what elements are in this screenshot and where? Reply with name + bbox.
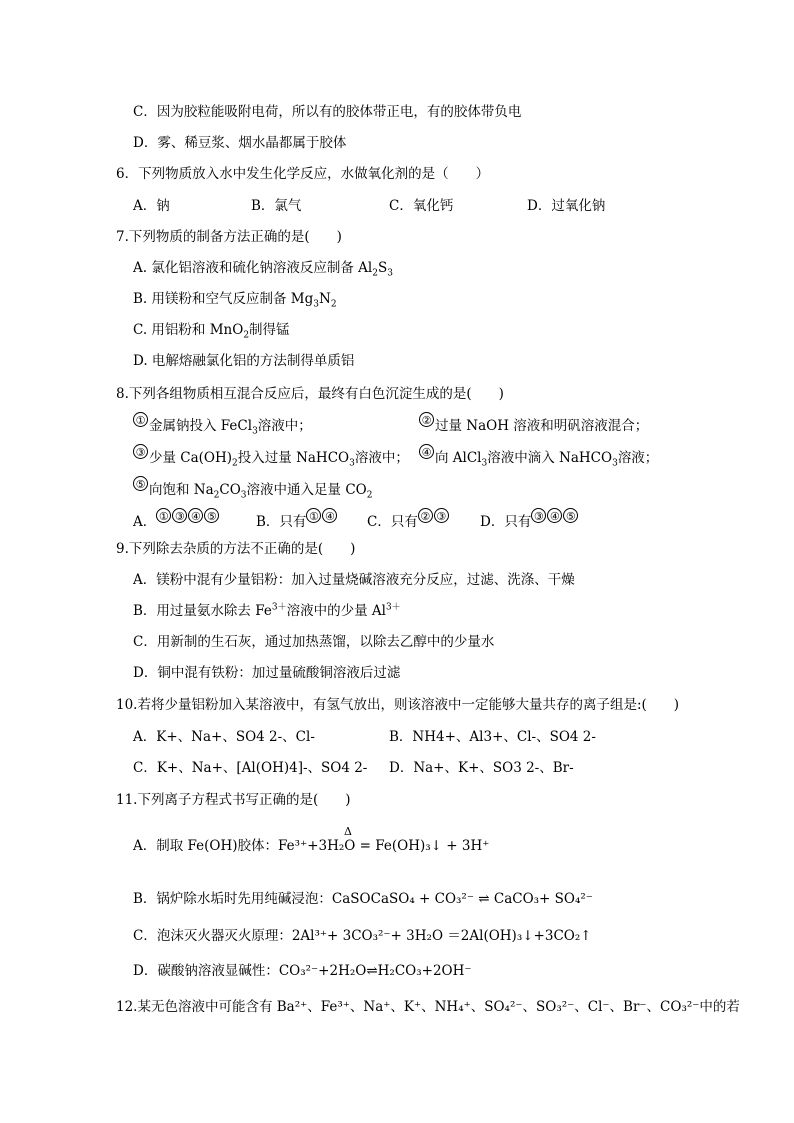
q11-heat-delta: Δ: [344, 825, 352, 838]
q10-option-b: B．NH4+、Al3+、Cl-、SO4 2-: [389, 729, 596, 745]
q7-option-a: A. 氯化铝溶液和硫化钠溶液反应制备 $Al_2S_3$: [133, 260, 393, 279]
circled-5-icon: ⑤: [563, 508, 578, 523]
q6-option-c: C．氧化钙: [389, 198, 454, 214]
circled-2-icon: ②: [418, 508, 433, 523]
q10-option-c: C．K+、Na+、[Al(OH)4]-、SO4 2-: [133, 760, 368, 776]
circled-2-icon: ②: [419, 412, 434, 427]
circled-1-icon: ①: [306, 508, 321, 523]
q8-option-c: C．只有 ② ③: [367, 508, 450, 531]
circled-4-icon: ④: [547, 508, 562, 523]
q9-option-d: D．铜中混有铁粉：加过量硫酸铜溶液后过滤: [133, 665, 401, 681]
q11-option-b: B．锅炉除水垢时先用纯碱浸泡：CaSOCaSO₄ + CO₃²⁻ ⇌ CaCO₃+ SO₄²⁻: [133, 891, 593, 907]
circled-3-icon: ③: [434, 508, 449, 523]
circled-4-icon: ④: [322, 508, 337, 523]
q10-stem: 10.若将少量铝粉加入某溶液中，有氢气放出，则该溶液中一定能够大量共存的离子组是:( ): [116, 697, 680, 713]
circled-4-icon: ④: [188, 508, 203, 523]
q9-option-c: C．用新制的生石灰，通过加热蒸馏，以除去乙醇中的少量水: [133, 634, 495, 650]
q11-stem: 11.下列离子方程式书写正确的是( ): [116, 792, 351, 808]
q7-option-d: D. 电解熔融氯化铝的方法制得单质铝: [133, 353, 355, 369]
q9-stem: 9.下列除去杂质的方法不正确的是( ): [116, 541, 356, 557]
circled-1-icon: ①: [156, 508, 171, 523]
circled-3-icon: ③: [172, 508, 187, 523]
q11-option-c: C．泡沫灭火器灭火原理：2Al³⁺+ 3CO₃²⁻+ 3H₂O ＝2Al(OH)₃↓+3CO₂↑: [133, 928, 592, 944]
circled-1-icon: ①: [133, 412, 148, 427]
q12-stem: 12.某无色溶液中可能含有 Ba²⁺、Fe³⁺、Na⁺、K⁺、NH₄⁺、SO₄²⁻、SO₃²⁻、Cl⁻、Br⁻、CO₃²⁻中的若: [116, 999, 740, 1015]
q9-option-a: A．镁粉中混有少量铝粉：加入过量烧碱溶液充分反应，过滤、洗涤、干燥: [133, 572, 575, 588]
q8-option-b: B．只有 ① ④: [256, 508, 338, 531]
q10-option-a: A．K+、Na+、SO4 2-、Cl-: [133, 729, 315, 745]
q8-option-a: A． ① ③ ④ ⑤: [133, 508, 220, 531]
q8-stem: 8.下列各组物质相互混合反应后，最终有白色沉淀生成的是( ): [116, 386, 504, 402]
q7-stem: 7.下列物质的制备方法正确的是( ): [116, 229, 342, 245]
circled-3-icon: ③: [531, 508, 546, 523]
q7-option-c: C. 用铝粉和 MnO$_2$制得锰: [133, 322, 290, 341]
q8-option-d: D．只有 ③ ④ ⑤: [480, 508, 579, 531]
q6-option-a: A．钠: [133, 198, 170, 214]
q8-item-2: ② 过量 NaOH 溶液和明矾溶液混合；: [419, 412, 648, 435]
circled-4-icon: ④: [419, 444, 434, 459]
q8-item-3: ③ 少量 $Ca(OH)_2$投入过量 NaHCO$_3$溶液中；: [133, 444, 409, 467]
q8-item-5: ⑤ 向饱和 $Na_2CO_3$溶液中通入足量 $CO_2$: [133, 476, 372, 499]
q6-option-b: B．氯气: [251, 198, 302, 214]
circled-3-icon: ③: [133, 444, 148, 459]
circled-5-icon: ⑤: [204, 508, 219, 523]
q11-option-d: D．碳酸钠溶液显碱性：CO₃²⁻+2H₂O⇌H₂CO₃+2OH⁻: [133, 963, 472, 979]
q6-stem: 6．下列物质放入水中发生化学反应，水做氧化剂的是（ ）: [116, 166, 490, 182]
q5-option-d: D．雾、稀豆浆、烟水晶都属于胶体: [133, 135, 347, 151]
q8-item-1: ① 金属钠投入 FeCl$_3$溶液中；: [133, 412, 312, 435]
q10-option-d: D．Na+、K+、SO3 2-、Br-: [389, 760, 574, 776]
q11-option-a: A．制取 Fe(OH)胶体：Fe³⁺+3H₂O = Fe(OH)₃↓ + 3H⁺: [133, 838, 490, 854]
q9-option-b: B．用过量氨水除去 $Fe^{3+}$溶液中的少量 $Al^{3+}$: [133, 602, 401, 619]
circled-5-icon: ⑤: [133, 476, 148, 491]
q5-option-c: C．因为胶粒能吸附电荷，所以有的胶体带正电，有的胶体带负电: [133, 104, 522, 120]
q7-option-b: B. 用镁粉和空气反应制备 $Mg_3N_2$: [133, 291, 337, 310]
q6-option-d: D．过氧化钠: [527, 198, 606, 214]
q8-item-4: ④ 向 AlCl$_3$溶液中滴入 NaHCO$_3$溶液；: [419, 444, 658, 467]
